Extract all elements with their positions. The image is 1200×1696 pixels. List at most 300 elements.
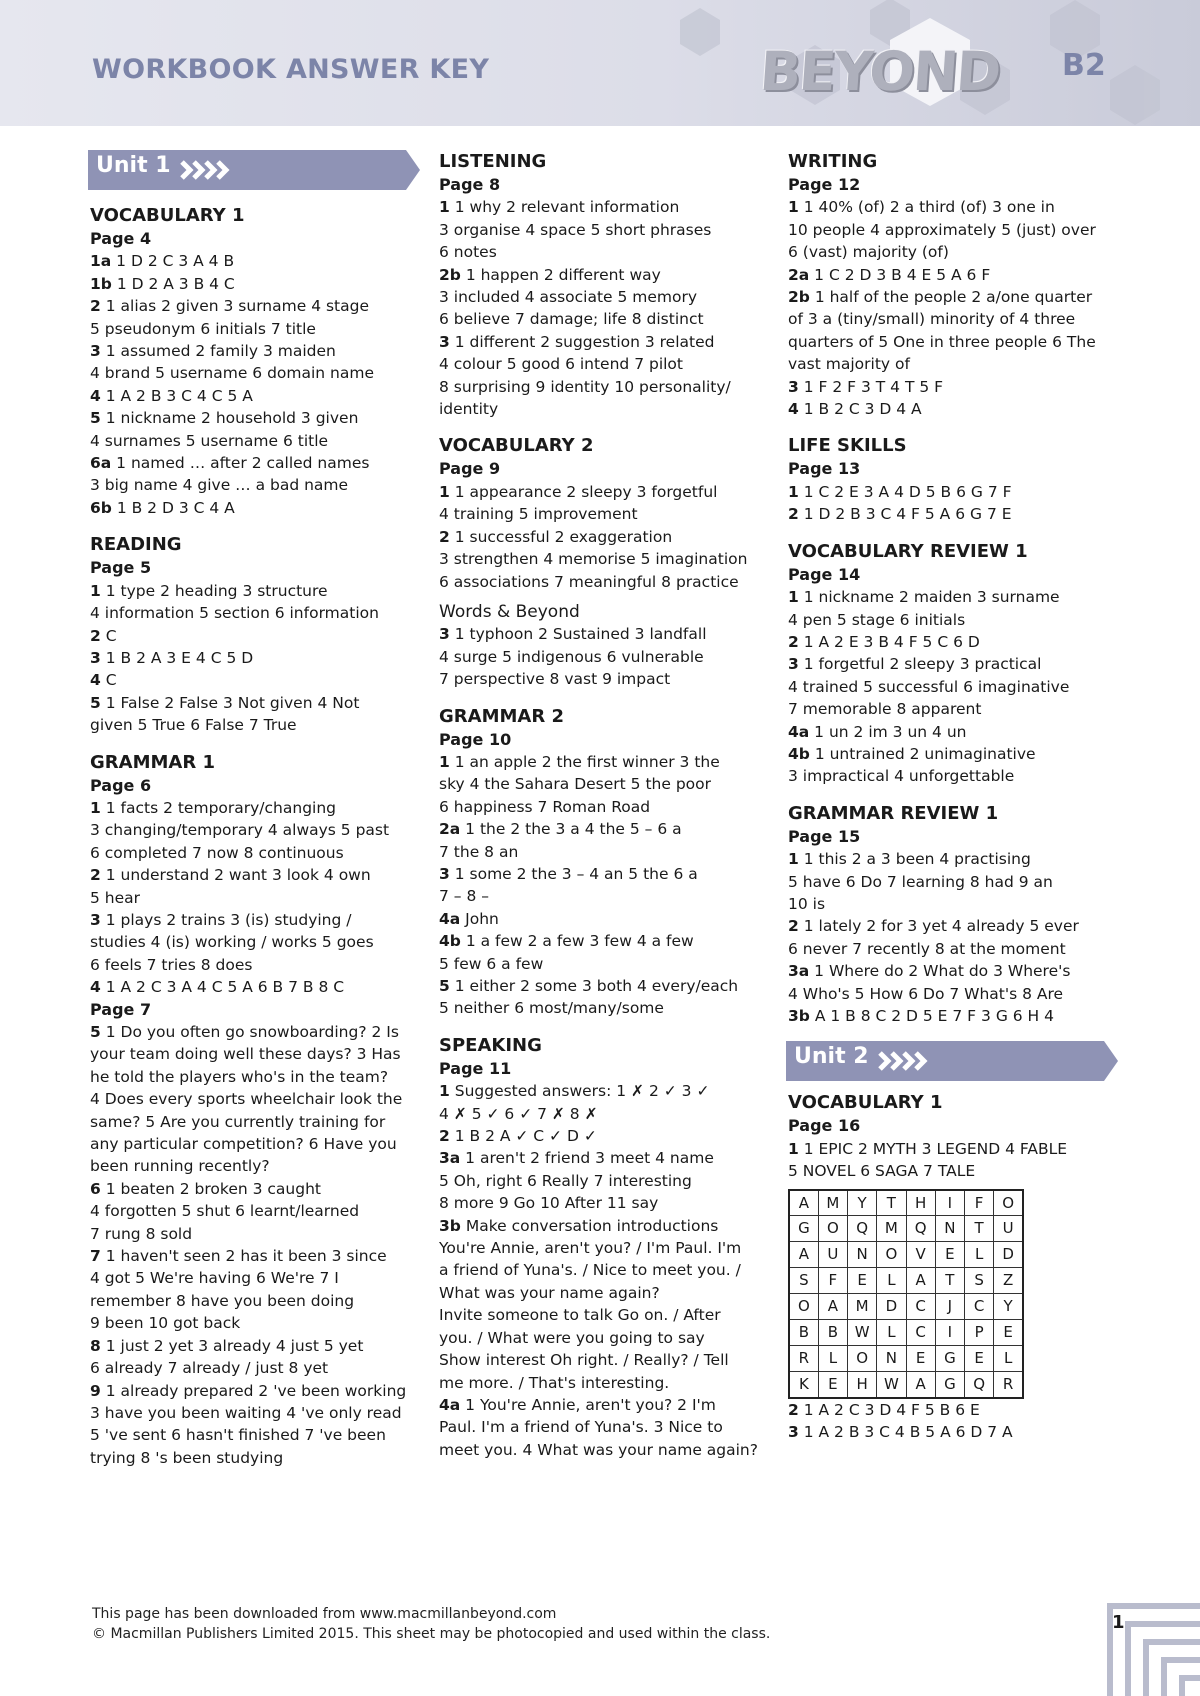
grid-cell: D: [994, 1242, 1023, 1268]
page-label: Page 5: [90, 558, 152, 578]
exercise-number: 1: [788, 850, 799, 869]
answer-text: any particular competition? 6 Have you: [90, 1135, 397, 1154]
answer-text: 1 B 2 C 3 D 4 A: [798, 400, 922, 419]
unit-banner: [786, 1041, 1118, 1081]
grid-cell: L: [818, 1346, 847, 1372]
answer-text: 6 associations 7 meaningful 8 practice: [439, 572, 739, 591]
exercise-number: 4a: [439, 909, 461, 928]
answer-line: [90, 1133, 420, 1155]
page-label: Page 13: [788, 459, 861, 479]
section-grammar-review-1: [788, 802, 1118, 1028]
grid-cell: T: [877, 1190, 906, 1216]
answer-line: [439, 751, 769, 773]
grid-cell: T: [965, 1216, 994, 1242]
exercise-number: 2a: [439, 820, 461, 839]
answer-line: [788, 331, 1118, 353]
exercise-number: 5: [90, 409, 101, 428]
answer-line: [90, 497, 420, 519]
answer-line: [788, 308, 1118, 330]
section-reading: [90, 533, 420, 736]
answer-line: [90, 1424, 420, 1446]
answer-line: [439, 571, 769, 593]
answer-text: 4 pen 5 stage 6 initials: [788, 610, 966, 629]
answer-line: [90, 1178, 420, 1200]
answer-text: 7 – 8 –: [439, 887, 490, 906]
exercise-number: 3: [439, 332, 450, 351]
grid-cell: L: [877, 1268, 906, 1294]
exercise-number: 6a: [90, 454, 112, 473]
answer-line: [439, 398, 769, 420]
answer-line: [439, 376, 769, 398]
grid-cell: I: [935, 1190, 964, 1216]
exercise-number: 1: [788, 1139, 799, 1158]
grid-cell: R: [789, 1346, 818, 1372]
grid-row: [789, 1216, 1023, 1242]
answer-line: [90, 295, 420, 317]
answer-text: 1 why 2 relevant information: [449, 198, 680, 217]
exercise-number: 4b: [788, 744, 810, 763]
grid-cell: O: [818, 1216, 847, 1242]
answer-line: [788, 398, 1118, 420]
answer-text: 5 've sent 6 hasn't finished 7 've been: [90, 1426, 386, 1445]
answer-text: 1 type 2 heading 3 structure: [100, 581, 328, 600]
grid-cell: G: [789, 1216, 818, 1242]
exercise-number: 3: [788, 1423, 799, 1442]
answer-line: [439, 196, 769, 218]
answer-line: [439, 668, 769, 690]
answer-line: [439, 1237, 769, 1259]
exercise-number: 4: [90, 671, 101, 690]
page-header: [0, 0, 1200, 126]
answer-line: [90, 474, 420, 496]
grid-cell: O: [994, 1190, 1023, 1216]
grid-cell: Y: [848, 1190, 877, 1216]
answer-text: given 5 True 6 False 7 True: [90, 716, 297, 735]
answer-line: [439, 1372, 769, 1394]
answer-text: 1 typhoon 2 Sustained 3 landfall: [449, 625, 707, 644]
grid-cell: S: [789, 1268, 818, 1294]
answer-text: 1 B 2 A 3 E 4 C 5 D: [100, 648, 254, 667]
answer-text: a friend of Yuna's. / Nice to meet you. /: [439, 1261, 741, 1280]
answer-line: [788, 196, 1118, 218]
grid-cell: T: [935, 1268, 964, 1294]
answer-line: [788, 893, 1118, 915]
answer-line: [788, 983, 1118, 1005]
page-label: Page 16: [788, 1116, 861, 1136]
answer-text: John: [460, 909, 499, 928]
answer-line: [439, 1304, 769, 1326]
answer-text: 6 believe 7 damage; life 8 distinct: [439, 310, 704, 329]
exercise-number: 4: [90, 978, 101, 997]
grid-cell: L: [965, 1242, 994, 1268]
answer-line: [90, 430, 420, 452]
answer-line: [439, 353, 769, 375]
answer-line: [788, 721, 1118, 743]
answer-text: 6 never 7 recently 8 at the moment: [788, 939, 1066, 958]
exercise-number: 3: [90, 910, 101, 929]
grid-cell: L: [994, 1346, 1023, 1372]
answer-line: [90, 340, 420, 362]
answer-line: [439, 930, 769, 952]
page-label: Page 4: [90, 229, 152, 248]
grid-cell: E: [965, 1346, 994, 1372]
page-label: Page 10: [439, 729, 512, 749]
answer-text: Invite someone to talk Go on. / After: [439, 1306, 721, 1325]
exercise-number: 3: [90, 648, 101, 667]
exercise-number: 2: [788, 505, 799, 524]
answer-line: [439, 975, 769, 997]
grid-row: [789, 1242, 1023, 1268]
answer-text: 1 successful 2 exaggeration: [449, 527, 673, 546]
answer-text: 3 have you been waiting 4 've only read: [90, 1403, 402, 1422]
answer-line: [90, 580, 420, 602]
answer-line: [439, 241, 769, 263]
grid-cell: H: [906, 1190, 935, 1216]
answer-line: [90, 318, 420, 340]
answer-line: [439, 863, 769, 885]
answer-text: 1 A 2 C 3 A 4 C 5 A 6 B 7 B 8 C: [100, 978, 345, 997]
answer-text: 1 beaten 2 broken 3 caught: [100, 1179, 321, 1198]
page-label: Page 15: [788, 826, 861, 846]
column-2: [439, 150, 769, 1461]
exercise-number: 8: [90, 1336, 101, 1355]
grid-cell: A: [789, 1242, 818, 1268]
answer-line: [439, 548, 769, 570]
subsection-title: Words & Beyond: [439, 601, 580, 622]
section-writing: [788, 150, 1118, 420]
answer-text: 4 information 5 section 6 information: [90, 604, 379, 623]
grid-cell: G: [935, 1346, 964, 1372]
exercise-number: 2: [90, 626, 101, 645]
answer-text: 5 have 6 Do 7 learning 8 had 9 an: [788, 872, 1053, 891]
answer-text: 1 a few 2 a few 3 few 4 a few: [460, 932, 694, 951]
exercise-number: 2: [90, 866, 101, 885]
answer-line: [439, 264, 769, 286]
grid-cell: K: [789, 1372, 818, 1398]
answer-line: [90, 1335, 420, 1357]
section-title: LIFE SKILLS: [788, 435, 907, 457]
footer-copyright: © Macmillan Publishers Limited 2015. This sheet may be photocopied and used within the class.: [92, 1626, 771, 1642]
answer-line: [439, 1394, 769, 1416]
answer-line: [439, 1349, 769, 1371]
answer-line: [90, 1267, 420, 1289]
answer-line: [90, 647, 420, 669]
exercise-number: 3b: [788, 1007, 810, 1025]
answer-line: [90, 385, 420, 407]
exercise-number: 2b: [439, 265, 461, 284]
answer-text: 1 alias 2 given 3 surname 4 stage: [100, 297, 370, 316]
unit-banner: [88, 150, 420, 190]
answer-line: [90, 1402, 420, 1424]
answer-line: [90, 669, 420, 691]
answer-text: 7 rung 8 sold: [90, 1224, 193, 1243]
answer-text: 4 Does every sports wheelchair look the: [90, 1090, 403, 1109]
answer-text: A 1 B 8 C 2 D 5 E 7 F 3 G 6 H 4: [809, 1007, 1054, 1025]
beyond-logo: BEYOND: [757, 40, 1002, 103]
page-label: Page 12: [788, 175, 861, 194]
answer-line: [788, 765, 1118, 787]
answer-line: [439, 1327, 769, 1349]
answer-line: [788, 586, 1118, 608]
answer-text: 1 C 2 D 3 B 4 E 5 A 6 F: [809, 265, 991, 284]
answer-line: [90, 931, 420, 953]
answer-text: 4 surge 5 indigenous 6 vulnerable: [439, 647, 704, 666]
grid-cell: Q: [906, 1216, 935, 1242]
answer-text: 4 got 5 We're having 6 We're 7 I: [90, 1269, 339, 1288]
answer-line: [90, 1380, 420, 1402]
answer-line: [439, 1282, 769, 1304]
grid-cell: F: [818, 1268, 847, 1294]
answer-line: [90, 250, 420, 272]
exercise-number: 1: [439, 198, 450, 217]
answer-line: [90, 1357, 420, 1379]
grid-cell: M: [877, 1216, 906, 1242]
answer-line: [788, 1421, 1118, 1443]
section-listening: [439, 150, 769, 420]
answer-text: 4 brand 5 username 6 domain name: [90, 364, 375, 383]
answer-text: 3 strengthen 4 memorise 5 imagination: [439, 550, 748, 569]
answer-text: been running recently?: [90, 1157, 270, 1176]
answer-text: 6 already 7 already / just 8 yet: [90, 1359, 329, 1378]
section-title: VOCABULARY 2: [439, 435, 594, 457]
page-number: 1: [1112, 1612, 1125, 1633]
answer-line: [90, 954, 420, 976]
exercise-number: 4a: [788, 722, 810, 741]
answer-line: [439, 796, 769, 818]
answer-text: 4 colour 5 good 6 intend 7 pilot: [439, 355, 683, 374]
grid-cell: B: [789, 1320, 818, 1346]
section-title: GRAMMAR REVIEW 1: [788, 802, 999, 824]
answer-text: remember 8 have you been doing: [90, 1291, 355, 1310]
answer-text: 5 neither 6 most/many/some: [439, 999, 664, 1018]
answer-text: You're Annie, aren't you? / I'm Paul. I'm: [439, 1239, 742, 1258]
exercise-number: 3: [788, 655, 799, 674]
answer-line: [439, 908, 769, 930]
answer-text: 1 A 2 B 3 C 4 B 5 A 6 D 7 A: [798, 1423, 1013, 1442]
answer-line: [90, 362, 420, 384]
answer-line: [90, 1312, 420, 1334]
answer-line: [439, 1147, 769, 1169]
exercise-number: 6: [90, 1179, 101, 1198]
answer-line: [439, 1259, 769, 1281]
grid-cell: V: [906, 1242, 935, 1268]
answer-text: quarters of 5 One in three people 6 The: [788, 332, 1096, 351]
answer-text: 1 A 2 E 3 B 4 F 5 C 6 D: [798, 632, 980, 651]
answer-line: [788, 609, 1118, 631]
answer-line: [90, 714, 420, 736]
answer-text: 8 surprising 9 identity 10 personality/: [439, 377, 731, 396]
exercise-number: 3a: [788, 962, 810, 981]
section-unit2-vocabulary-1: [788, 1091, 1118, 1443]
section-grammar-2: [439, 705, 769, 1020]
grid-cell: J: [935, 1294, 964, 1320]
grid-cell: Z: [994, 1268, 1023, 1294]
answer-text: 10 people 4 approximately 5 (just) over: [788, 220, 1096, 239]
grid-cell: D: [877, 1294, 906, 1320]
unit-label: Unit 1: [96, 153, 171, 178]
answer-line: [439, 646, 769, 668]
answer-text: 1 different 2 suggestion 3 related: [449, 332, 715, 351]
answer-text: 1 nickname 2 maiden 3 surname: [798, 588, 1060, 607]
answer-text: 6 notes: [439, 243, 497, 262]
grid-cell: A: [789, 1190, 818, 1216]
answer-text: 1 plays 2 trains 3 (is) studying /: [100, 910, 352, 929]
answer-text: 4 surnames 5 username 6 title: [90, 431, 329, 450]
grid-cell: N: [935, 1216, 964, 1242]
exercise-number: 6b: [90, 498, 112, 517]
answer-text: he told the players who's in the team?: [90, 1067, 389, 1086]
answer-line: [90, 976, 420, 998]
grid-row: [789, 1346, 1023, 1372]
answer-text: 1 EPIC 2 MYTH 3 LEGEND 4 FABLE: [798, 1139, 1068, 1158]
answer-text: Suggested answers: 1 ✗ 2 ✓ 3 ✓: [449, 1082, 710, 1101]
grid-cell: A: [906, 1372, 935, 1398]
answer-line: [788, 219, 1118, 241]
answer-text: 1 forgetful 2 sleepy 3 practical: [798, 655, 1042, 674]
grid-row: [789, 1190, 1023, 1216]
answer-line: [788, 631, 1118, 653]
answer-line: [90, 273, 420, 295]
answer-text: What was your name again?: [439, 1283, 660, 1302]
answer-line: [788, 503, 1118, 525]
section-title: GRAMMAR 1: [90, 751, 215, 773]
grid-row: [789, 1320, 1023, 1346]
wordsearch-grid: [788, 1189, 1024, 1399]
exercise-number: 9: [90, 1381, 101, 1400]
answer-line: [90, 602, 420, 624]
grid-cell: A: [906, 1268, 935, 1294]
answer-line: [788, 698, 1118, 720]
answer-line: [439, 953, 769, 975]
grid-row: [789, 1268, 1023, 1294]
answer-text: 4 ✗ 5 ✓ 6 ✓ 7 ✗ 8 ✗: [439, 1104, 598, 1123]
answer-line: [439, 1103, 769, 1125]
answer-text: 1 lately 2 for 3 yet 4 already 5 ever: [798, 917, 1079, 936]
answer-line: [439, 481, 769, 503]
grid-cell: O: [789, 1294, 818, 1320]
answer-text: 1 40% (of) 2 a third (of) 3 one in: [798, 198, 1055, 217]
section-speaking: [439, 1034, 769, 1461]
answer-text: 4 Who's 5 How 6 Do 7 What's 8 Are: [788, 984, 1064, 1003]
answer-text: 1 half of the people 2 a/one quarter: [809, 288, 1093, 307]
answer-text: C: [100, 626, 117, 645]
answer-line: [439, 623, 769, 645]
answer-line: [439, 1080, 769, 1102]
exercise-number: 1: [439, 752, 450, 771]
grid-cell: E: [994, 1320, 1023, 1346]
answer-text: 6 happiness 7 Roman Road: [439, 797, 651, 816]
answer-line: [90, 887, 420, 909]
answer-line: [439, 331, 769, 353]
answer-text: 1 Where do 2 What do 3 Where's: [809, 962, 1071, 981]
column-1: [90, 150, 420, 1469]
answer-text: 1 un 2 im 3 un 4 un: [809, 722, 967, 741]
exercise-number: 2a: [788, 265, 810, 284]
answer-line: [90, 1043, 420, 1065]
answer-text: 3 included 4 associate 5 memory: [439, 288, 698, 307]
answer-line: [439, 286, 769, 308]
exercise-number: 2: [788, 632, 799, 651]
answer-text: studies 4 (is) working / works 5 goes: [90, 933, 374, 952]
section-title: GRAMMAR 2: [439, 705, 564, 727]
grid-row: [789, 1294, 1023, 1320]
grid-cell: S: [965, 1268, 994, 1294]
answer-line: [788, 376, 1118, 398]
answer-line: [90, 1021, 420, 1043]
answer-text: 1 nickname 2 household 3 given: [100, 409, 359, 428]
answer-text: 1 C 2 E 3 A 4 D 5 B 6 G 7 F: [798, 482, 1012, 501]
answer-line: [788, 353, 1118, 375]
page-label: Page 7: [90, 999, 152, 1019]
answer-line: [788, 481, 1118, 503]
level-label: B2: [1062, 48, 1106, 83]
answer-line: [90, 1111, 420, 1133]
grid-cell: A: [818, 1294, 847, 1320]
section-vocabulary-1: [90, 204, 420, 519]
answer-text: 7 memorable 8 apparent: [788, 700, 982, 719]
answer-line: [788, 286, 1118, 308]
grid-cell: B: [818, 1320, 847, 1346]
answer-line: [788, 264, 1118, 286]
page-label: Page 6: [90, 775, 152, 795]
answer-text: 1 B 2 D 3 C 4 A: [111, 498, 235, 517]
grid-cell: O: [848, 1346, 877, 1372]
exercise-number: 3: [788, 377, 799, 396]
answer-text: 1 False 2 False 3 Not given 4 Not: [100, 693, 360, 712]
answer-text: 1 happen 2 different way: [460, 265, 661, 284]
answer-line: [90, 625, 420, 647]
grid-cell: H: [848, 1372, 877, 1398]
answer-line: [788, 1160, 1118, 1182]
answer-line: [439, 773, 769, 795]
answer-line: [90, 1088, 420, 1110]
grid-cell: I: [935, 1320, 964, 1346]
footer-source: This page has been downloaded from www.macmillanbeyond.com: [92, 1606, 557, 1622]
answer-text: trying 8 's been studying: [90, 1448, 284, 1467]
exercise-number: 4b: [439, 932, 461, 951]
answer-text: 8 more 9 Go 10 After 11 say: [439, 1194, 659, 1213]
answer-text: 1 F 2 F 3 T 4 T 5 F: [798, 377, 944, 396]
grid-cell: C: [906, 1294, 935, 1320]
exercise-number: 4: [90, 386, 101, 405]
exercise-number: 1a: [90, 252, 112, 271]
grid-cell: W: [877, 1372, 906, 1398]
answer-line: [439, 885, 769, 907]
answer-text: 1 an apple 2 the first winner 3 the: [449, 752, 720, 771]
answer-text: me more. / That's interesting.: [439, 1373, 670, 1392]
grid-cell: E: [935, 1242, 964, 1268]
grid-cell: G: [935, 1372, 964, 1398]
answer-text: 1 some 2 the 3 – 4 an 5 the 6 a: [449, 864, 698, 883]
answer-text: 3 changing/temporary 4 always 5 past: [90, 821, 390, 840]
answer-text: 5 Oh, right 6 Really 7 interesting: [439, 1171, 692, 1190]
answer-line: [90, 864, 420, 886]
section-title: SPEAKING: [439, 1034, 542, 1056]
answer-line: [439, 219, 769, 241]
answer-line: [90, 1066, 420, 1088]
exercise-number: 2: [788, 1400, 799, 1419]
exercise-number: 1: [788, 198, 799, 217]
answer-text: 4 forgotten 5 shut 6 learnt/learned: [90, 1202, 360, 1221]
answer-line: [90, 1200, 420, 1222]
answer-text: 1 appearance 2 sleepy 3 forgetful: [449, 482, 718, 501]
answer-line: [439, 818, 769, 840]
grid-cell: R: [994, 1372, 1023, 1398]
answer-line: [439, 526, 769, 548]
grid-cell: Q: [848, 1216, 877, 1242]
answer-text: 10 is: [788, 894, 826, 913]
answer-text: 1 already prepared 2 've been working: [100, 1381, 407, 1400]
